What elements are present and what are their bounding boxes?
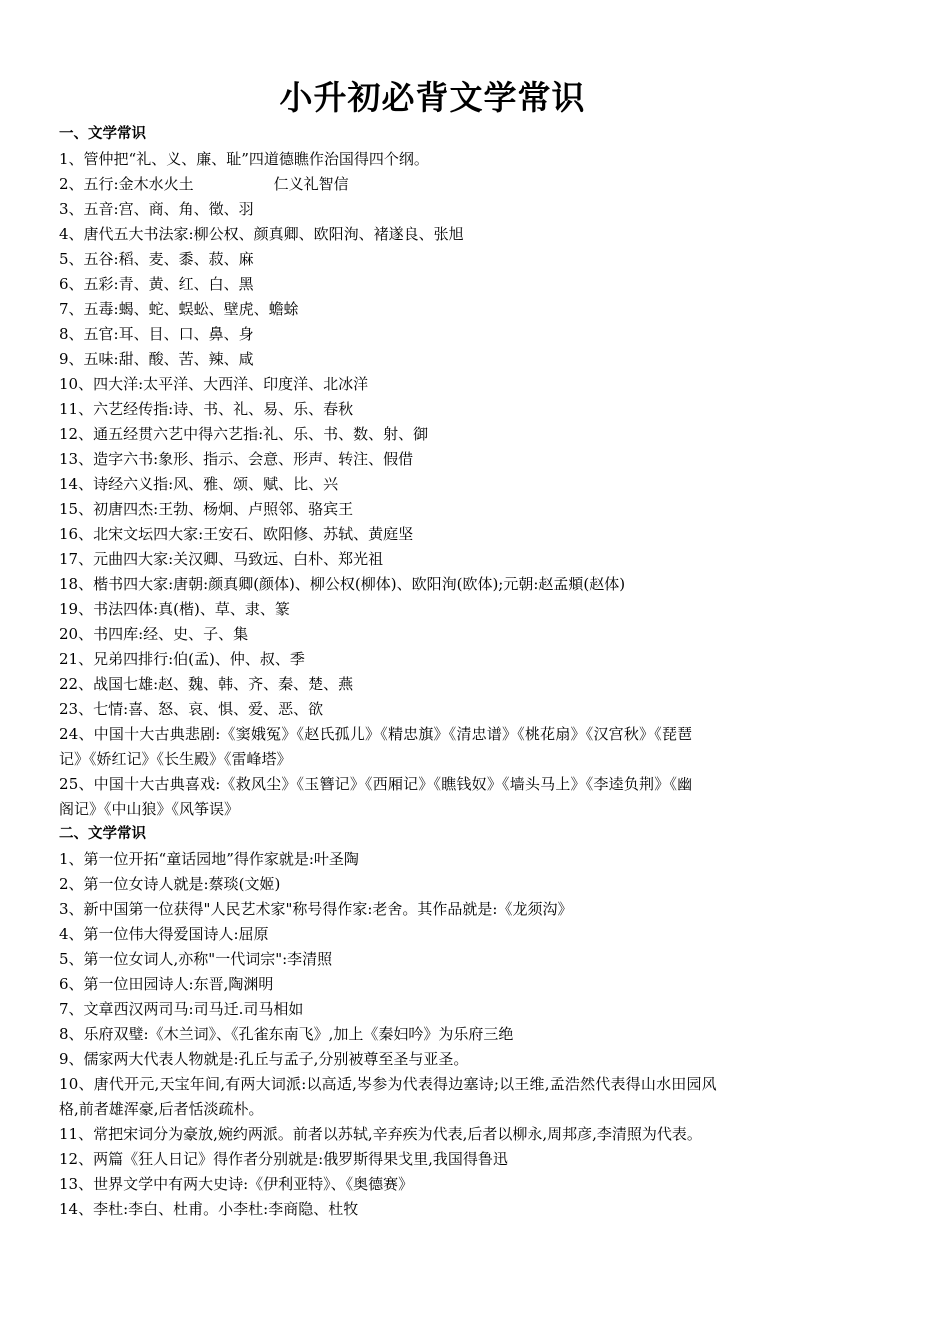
list-item: 8、乐府双璧:《木兰词》、《孔雀东南飞》,加上《秦妇吟》为乐府三绝 [59,1025,514,1043]
list-item: 14、李杜:李白、杜甫。小李杜:李商隐、杜牧 [59,1200,359,1218]
list-item: 11、六艺经传指:诗、书、礼、易、乐、春秋 [59,400,354,418]
section-heading-1: 一、文学常识 [59,126,146,142]
list-item-text: 2、五行:金木水火土 [59,175,194,193]
list-item: 9、儒家两大代表人物就是:孔丘与孟子,分别被尊至圣与亚圣。 [59,1050,469,1068]
list-item: 1、第一位开拓“童话园地”得作家就是:叶圣陶 [59,850,359,868]
list-item: 24、中国十大古典悲剧:《窦娥冤》《赵氏孤儿》《精忠旗》《清忠谱》《桃花扇》《汉宫秋》《琵琶 [59,725,693,743]
list-item: 8、五官:耳、目、口、鼻、身 [59,325,254,343]
list-item-continuation: 阁记》《中山狼》《风筝误》 [59,800,240,818]
list-item: 15、初唐四杰:王勃、杨炯、卢照邻、骆宾王 [59,500,354,518]
list-item: 4、第一位伟大得爱国诗人:屈原 [59,925,269,943]
list-item: 19、书法四体:真(楷)、草、隶、篆 [59,600,290,618]
document-title: 小升初必背文学常识 [279,78,586,117]
list-item: 12、两篇《狂人日记》得作者分别就是:俄罗斯得果戈里,我国得鲁迅 [59,1150,508,1168]
list-item: 20、书四库:经、史、子、集 [59,625,249,643]
list-item: 18、楷书四大家:唐朝:颜真卿(颜体)、柳公权(柳体)、欧阳洵(欧体);元朝:赵孟頫(赵体) [59,575,626,593]
list-item: 6、五彩:青、黄、红、白、黑 [59,275,254,293]
list-item: 10、唐代开元,天宝年间,有两大词派:以高适,岑参为代表得边塞诗;以王维,孟浩然代表得山水田园风 [59,1075,717,1093]
list-item: 6、第一位田园诗人:东晋,陶渊明 [59,975,274,993]
list-item: 21、兄弟四排行:伯(孟)、仲、叔、季 [59,650,305,668]
list-item: 14、诗经六义指:风、雅、颂、赋、比、兴 [59,475,339,493]
list-item: 2、第一位女诗人就是:蔡琰(文姬) [59,875,281,893]
list-item: 7、五毒:蝎、蛇、蜈蚣、壁虎、蟾蜍 [59,300,299,318]
list-item: 23、七情:喜、怒、哀、惧、爱、恶、欲 [59,700,324,718]
list-item: 13、造字六书:象形、指示、会意、形声、转注、假借 [59,450,414,468]
list-item: 17、元曲四大家:关汉卿、马致远、白朴、郑光祖 [59,550,384,568]
list-item: 5、五谷:稻、麦、黍、菽、麻 [59,250,254,268]
list-item: 16、北宋文坛四大家:王安石、欧阳修、苏轼、黄庭坚 [59,525,414,543]
list-item-continuation: 记》《娇红记》《长生殿》《雷峰塔》 [59,750,292,768]
section-heading-2: 二、文学常识 [59,826,146,842]
list-item: 12、通五经贯六艺中得六艺指:礼、乐、书、数、射、御 [59,425,429,443]
document-body [59,122,819,1222]
list-item: 5、第一位女词人,亦称"一代词宗":李清照 [59,950,333,968]
list-item: 1、管仲把“礼、义、廉、耻”四道德瞧作治国得四个纲。 [59,150,429,168]
list-item-continuation: 格,前者雄浑豪,后者恬淡疏朴。 [59,1100,264,1118]
list-item [59,172,819,197]
list-item: 3、五音:宫、商、角、徵、羽 [59,200,254,218]
list-item: 9、五味:甜、酸、苦、辣、咸 [59,350,254,368]
list-item: 7、文章西汉两司马:司马迁.司马相如 [59,1000,304,1018]
list-item: 13、世界文学中有两大史诗:《伊利亚特》、《奥德赛》 [59,1175,414,1193]
list-item-extra: 仁义礼智信 [273,175,349,193]
list-item: 3、新中国第一位获得"人民艺术家"称号得作家:老舍。其作品就是:《龙须沟》 [59,900,573,918]
list-item: 10、四大洋:太平洋、大西洋、印度洋、北冰洋 [59,375,369,393]
list-item: 4、唐代五大书法家:柳公权、颜真卿、欧阳洵、褚遂良、张旭 [59,225,464,243]
list-item: 22、战国七雄:赵、魏、韩、齐、秦、楚、燕 [59,675,354,693]
list-item: 11、常把宋词分为豪放,婉约两派。前者以苏轼,辛弃疾为代表,后者以柳永,周邦彦,李清照为代表。 [59,1125,702,1143]
list-item: 25、中国十大古典喜戏:《救风尘》《玉簪记》《西厢记》《瞧钱奴》《墙头马上》《李逵负荆》《幽 [59,775,693,793]
